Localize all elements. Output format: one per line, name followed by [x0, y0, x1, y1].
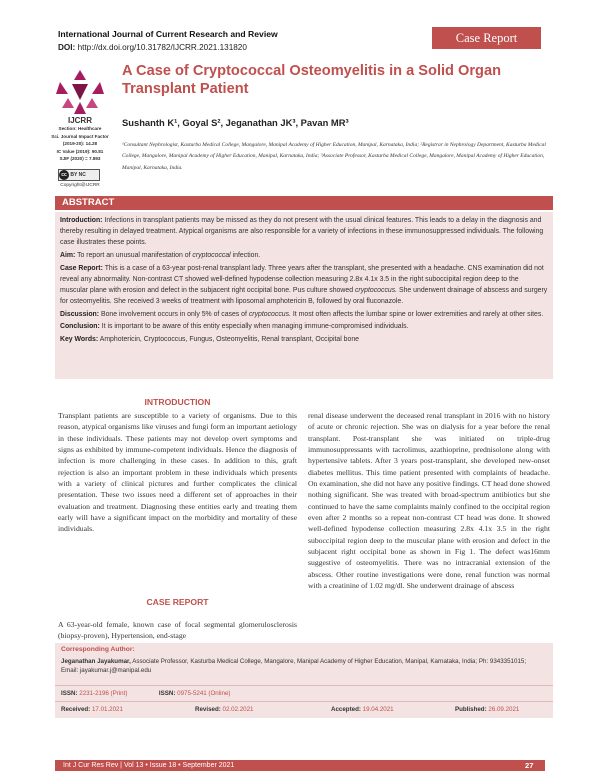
issn-print: 2231-2196 (Print): [79, 690, 128, 697]
journal-title: International Journal of Current Research and Review: [58, 29, 278, 39]
introduction-text: Transplant patients are susceptible to a variety of organisms. Due to this reason, atypical organisms like viruses and fungi form an important aetiology in these individuals. These patients may not develop overt symptoms and signs as exhibited by immune-competent individuals. Hence the diagnosis of infection is more challenging in these cases. In addition to this, graft rejection is also an important problem in these individuals which presents with a variety of clinical pictures and further complicates the clinical presentation. These two issues need a different set of approaches in their evaluation and treatment. Diagnosing these entities early and treating them early will have a significant impact on the morbidity and mortality of these individuals.: [58, 411, 297, 534]
footer-citation: Int J Cur Res Rev | Vol 13 • Issue 18 • September 2021: [63, 762, 235, 769]
authors: Sushanth K¹, Goyal S², Jeganathan JK³, Pavan MR³: [122, 117, 349, 128]
abstract-case-report: Case Report: This is a case of a 63-year post-renal transplant lady. Three years after the transplant, she presented with a headache. CNS examination did not reveal any abnormality. Non-contrast CT showed well-defined hypodense collection measuring 2.8x 4.1x 3.5 in the right suboccipital region deep to the muscular plane with erosion and defect in the subjacent right occipital bone. Pus culture showed cryptococcus. She underwent drainage of abscess and surgery for osteomyelitis. She received 3 weeks of treatment with liposomal amphotericin B, followed by oral fluconazole.: [60, 264, 548, 305]
divider: [55, 685, 553, 686]
case-report-continued-text: renal disease underwent the deceased renal transplant in 2016 with no history of acute or chronic rejection. She was on dialysis for a year before the renal transplant. Post-transplant she was initiated on triple-drug immunosuppressants with tacrolimus, azathioprine, prednisolone along with hypertensive tablets. After 3 years post-transplant, she developed new-onset diabetes mellitus. This time patient presented with complaints of headache. On examination, she did not have any positive findings. CT head done showed nothing significant. She was treated with broad-spectrum antibiotics but she continued to have the same complaints mainly confined to the occipital region even after 2 months so a repeat non-contrast CT head was done. It showed well-defined hypodense collection measuring 2.8x 4.1x 3.5 in the right suboccipital region deep to the muscular plane with erosion and defect in the subjacent right occipital bone as shown in Fig 1. The defect was16mm suggestive of osteomyelitis. There was no intracranial extension of the abscess. Other routine investigations were done, renal function was normal with a creatinine of 1.02 mg/dl. She underwent drainage of abscess: [308, 411, 550, 591]
abstract-introduction: Introduction: Infections in transplant patients may be missed as they do not present with the usual clinical features. This leads to a delay in the diagnosis and thereby resulting in delayed treatment. Atypical organisms are also responsible for a variety of infections in these immunosuppressed individuals. The following case illustrates these points.: [60, 217, 544, 247]
copyright: Copyright@IJCRR: [60, 183, 100, 188]
corresponding-author-name: Jeganathan Jayakumar,: [61, 658, 131, 665]
case-report-text: A 63-year-old female, known case of focal segmental glomerulosclerosis (biopsy-proven), Hypertension, end-stage: [58, 620, 297, 641]
sjif-value: SJIF (2020) = 7.893: [59, 156, 101, 162]
revised-date: 02.02.2021: [222, 706, 254, 713]
ic-value: IC Value (2019): 90.81: [56, 148, 104, 154]
impact-factor-label: Sci. Journal Impact Factor: [51, 133, 109, 139]
issn-row: ISSN: 2231-2196 (Print) ISSN: 0975-5241 (Online): [61, 690, 231, 697]
issn-online: 0975-5241 (Online): [177, 690, 231, 697]
abstract-aim: Aim: To report an unusual manifestation of cryptococcal infection.: [60, 251, 261, 259]
case-report-heading: CASE REPORT: [146, 597, 209, 607]
journal-metrics: [40, 125, 120, 163]
case-report-badge: Case Report: [432, 27, 541, 49]
corresponding-author-details: [61, 657, 541, 676]
abstract-heading: ABSTRACT: [62, 197, 115, 208]
published-date: 26.09.2021: [488, 706, 520, 713]
divider: [55, 701, 553, 702]
accepted-date: 19.04.2021: [362, 706, 394, 713]
doi-label: DOI:: [58, 43, 76, 52]
ijcrr-logo-icon: [54, 68, 106, 116]
impact-factor-value: (2019-20): 14.28: [62, 141, 98, 147]
corresponding-author-box: Corresponding Author: Jeganathan Jayakumar, Associate Professor, Kasturba Medical College, Mangalore, Manipal Academy of Higher Education, Manipal, Karnataka, India; Ph: 9343351015; Email: jayakumar.j@manipal.edu ISSN: 2231-2196 (Print) ISSN: 0975-5241 (Online) Received: 17.01.2021 Revised: 02.02.2021 Accepted: 19.04.2021 Published: 26.09.2021: [55, 643, 553, 718]
abstract-body: [55, 212, 553, 379]
journal-section: Section: Healthcare: [58, 126, 102, 131]
affiliations: ¹Consultant Nephrologist, Kasturba Medical College, Mangalore, Manipal Academy of Higher Education, Manipal, Karnataka, India; ²Registrar in Nephrology Department, Kasturba Medical College, Mangalore, Manipal Academy of Higher Education, Manipal, Karnataka, India; ³Associate Professor, Kasturba Medical College, Mangalore, Manipal Academy of Higher Education, Manipal, Karnataka, India.: [122, 142, 546, 171]
corresponding-author-address: Associate Professor, Kasturba Medical College, Mangalore, Manipal Academy of Higher Education, Manipal, Karnataka, India; Ph: 9343351015; Email: jayakumar.j@manipal.edu: [61, 658, 527, 675]
cc-icon: cc: [59, 170, 69, 180]
abstract-keywords: Key Words: Amphotericin, Cryptococcus, Fungus, Osteomyelitis, Renal transplant, Occipital bone: [60, 335, 359, 343]
abstract-band: [55, 196, 553, 210]
ijcrr-name: IJCRR: [67, 116, 92, 125]
cc-license-badge: [58, 169, 100, 181]
doi-link[interactable]: http://dx.doi.org/10.31782/IJCRR.2021.131820: [77, 43, 247, 52]
corresponding-author-heading: Corresponding Author:: [61, 646, 135, 653]
page-number: 27: [525, 761, 534, 770]
cc-license-text: BY NC: [70, 172, 86, 178]
received-date: 17.01.2021: [91, 706, 123, 713]
introduction-heading: INTRODUCTION: [144, 397, 211, 407]
doi-line: [58, 43, 247, 52]
abstract-conclusion: Conclusion: It is important to be aware of this entity especially when managing immune-compromised individuals.: [60, 323, 409, 331]
abstract-discussion: Discussion: Bone involvement occurs in only 5% of cases of cryptococcus. It most often affects the lumbar spine or lower extremities and rarely at other sites.: [60, 310, 544, 318]
article-title: A Case of Cryptococcal Osteomyelitis in a Solid Organ Transplant Patient: [122, 63, 501, 97]
